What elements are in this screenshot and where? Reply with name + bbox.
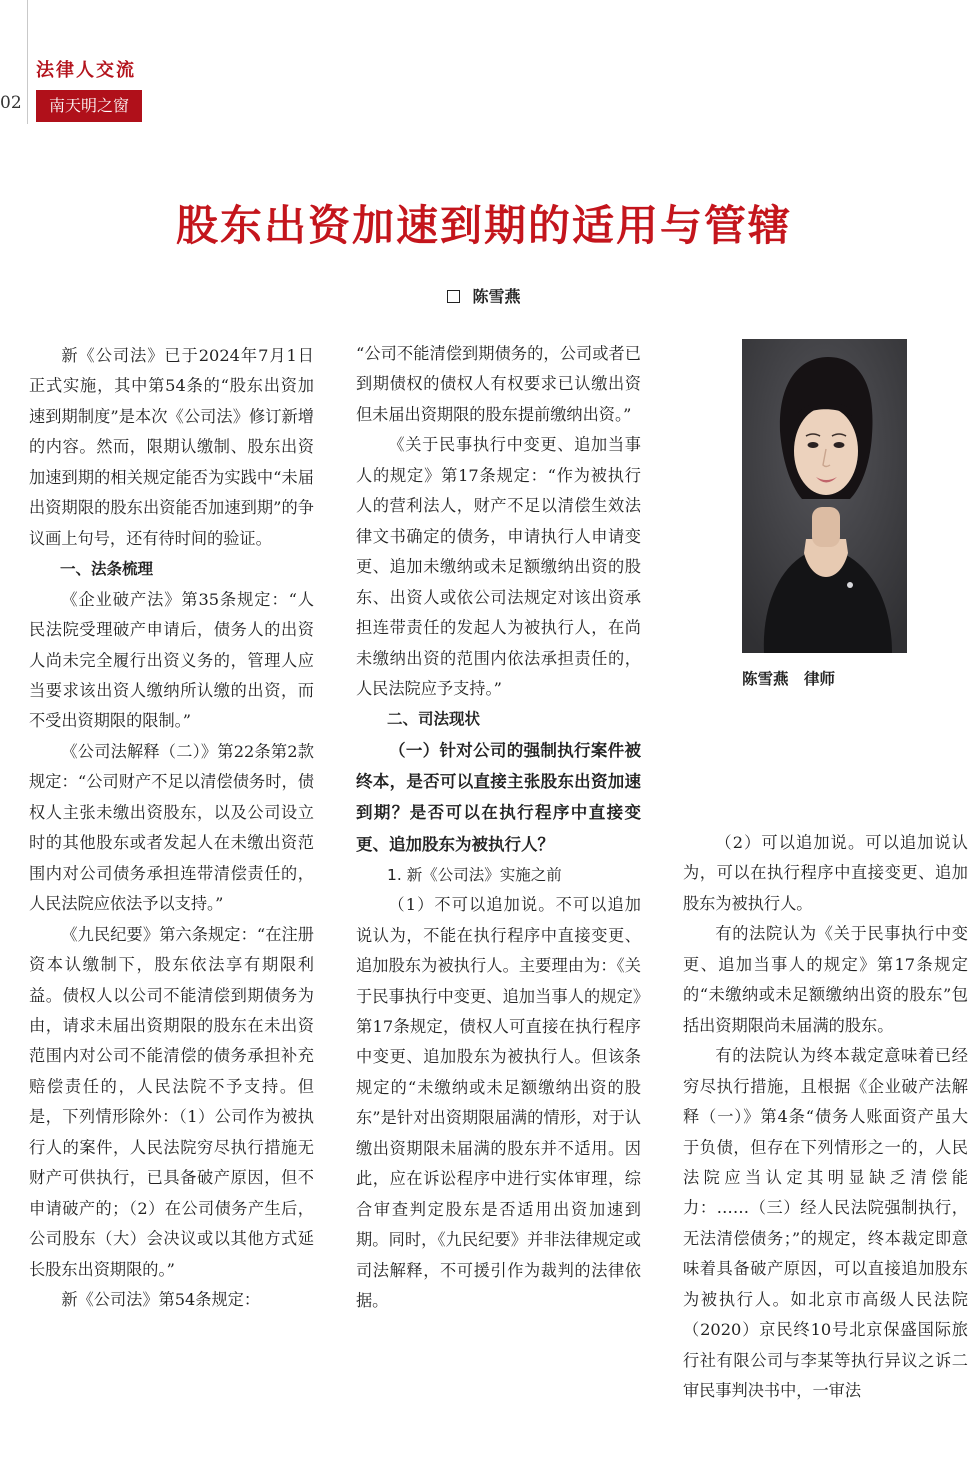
paragraph: （2）可以追加说。可以追加说认为，可以在执行程序中直接变更、追加股东为被执行人。 xyxy=(683,833,968,913)
author-name: 陈雪燕 xyxy=(472,287,521,306)
sub-subsection-heading: 1. 新《公司法》实施之前 xyxy=(387,865,562,884)
author-photo xyxy=(742,339,907,653)
paragraph: 《关于民事执行中变更、追加当事人的规定》第17条规定：“作为被执行人的营利法人，财产不足以清偿生效法律文书确定的债务，申请执行人申请变更、追加未缴纳或未足额缴纳出资的股东、出资人或依公司法规定对该出资承担连带责任的发起人为被执行人，在尚未缴纳出资的范围内依法承担责任的，人民法院应予支持。” xyxy=(356,435,641,698)
section-heading: 二、司法现状 xyxy=(387,710,481,729)
section-heading: 一、法条梳理 xyxy=(60,560,154,579)
column-badge: 南天明之窗 xyxy=(36,90,142,122)
column-1 xyxy=(29,341,314,1316)
author-box-icon xyxy=(447,290,460,303)
byline xyxy=(0,284,968,307)
paragraph: 新《公司法》第54条规定： xyxy=(61,1290,261,1310)
column-2 xyxy=(356,339,641,1317)
page-number: 02 xyxy=(0,93,22,113)
paragraph: 新《公司法》已于2024年7月1日正式实施，其中第54条的“股东出资加速到期制度”是本次《公司法》修订新增的内容。然而，限期认缴制、股东出资加速到期的相关规定能否为实践中“未届出资期限的股东出资能否加速到期”的争议画上句号，还有待时间的验证。 xyxy=(29,346,314,548)
paragraph: 《九民纪要》第六条规定：“在注册资本认缴制下，股东依法享有期限利益。债权人以公司不能清偿到期债务为由，请求未届出资期限的股东在未出资范围内对公司不能清偿的债务承担补充赔偿责任的，人民法院不予支持。但是，下列情形除外：（1）公司作为被执行人的案件，人民法院穷尽执行措施无财产可供执行，已具备破产原因，但不申请破产的；（2）在公司债务产生后，公司股东（大）会决议或以其他方式延长股东出资期限的。” xyxy=(29,924,314,1279)
subsection-heading: （一）针对公司的强制执行案件被终本，是否可以直接主张股东出资加速到期？是否可以在执行程序中直接变更、追加股东为被执行人？ xyxy=(356,740,641,854)
paragraph: 有的法院认为《关于民事执行中变更、追加当事人的规定》第17条规定的“未缴纳或未足额缴纳出资的股东”包括出资期限尚未届满的股东。 xyxy=(683,924,968,1035)
paragraph: 《企业破产法》第35条规定：“人民法院受理破产申请后，债务人的出资人尚未完全履行出资义务的，管理人应当要求该出资人缴纳所认缴的出资，而不受出资期限的限制。” xyxy=(29,589,314,731)
paragraph: （1）不可以追加说。不可以追加说认为，不能在执行程序中直接变更、追加股东为被执行人。主要理由为：《关于民事执行中变更、追加当事人的规定》第17条规定，债权人可直接在执行程序中变更、追加股东为被执行人。但该条规定的“未缴纳或未足额缴纳出资的股东”是针对出资期限届满的情形，对于认缴出资期限未届满的股东并不适用。因此，应在诉讼程序中进行实体审理，综合审查判定股东是否适用出资加速到期。同时，《九民纪要》并非法律规定或司法解释，不可援引作为裁判的法律依据。 xyxy=(356,895,641,1311)
column-3 xyxy=(683,828,968,1407)
section-title: 法律人交流 xyxy=(36,60,136,81)
portrait-image xyxy=(742,339,907,653)
paragraph: 《公司法解释（二）》第22条第2款规定：“公司财产不足以清偿债务时，债权人主张未缴出资股东，以及公司设立时的其他股东或者发起人在未缴出资范围内对公司债务承担连带清偿责任的，人民法院应依法予以支持。” xyxy=(29,741,314,914)
photo-caption: 陈雪燕 律师 xyxy=(742,670,836,688)
article-title: 股东出资加速到期的适用与管辖 xyxy=(175,201,792,250)
header-rule xyxy=(27,0,28,124)
paragraph: “公司不能清偿到期债务的，公司或者已到期债权的债权人有权要求已认缴出资但未届出资期限的股东提前缴纳出资。” xyxy=(356,344,641,424)
paragraph: 有的法院认为终本裁定意味着已经穷尽执行措施，且根据《企业破产法解释（一）》第4条“债务人账面资产虽大于负债，但存在下列情形之一的，人民法院应当认定其明显缺乏清偿能力：……（三）经人民法院强制执行，无法清偿债务；”的规定，终本裁定即意味着具备破产原因，可以直接追加股东为被执行人。如北京市高级人民法院（2020）京民终10号北京保盛国际旅行社有限公司与李某等执行异议之诉二审民事判决书中，一审法 xyxy=(683,1046,968,1401)
